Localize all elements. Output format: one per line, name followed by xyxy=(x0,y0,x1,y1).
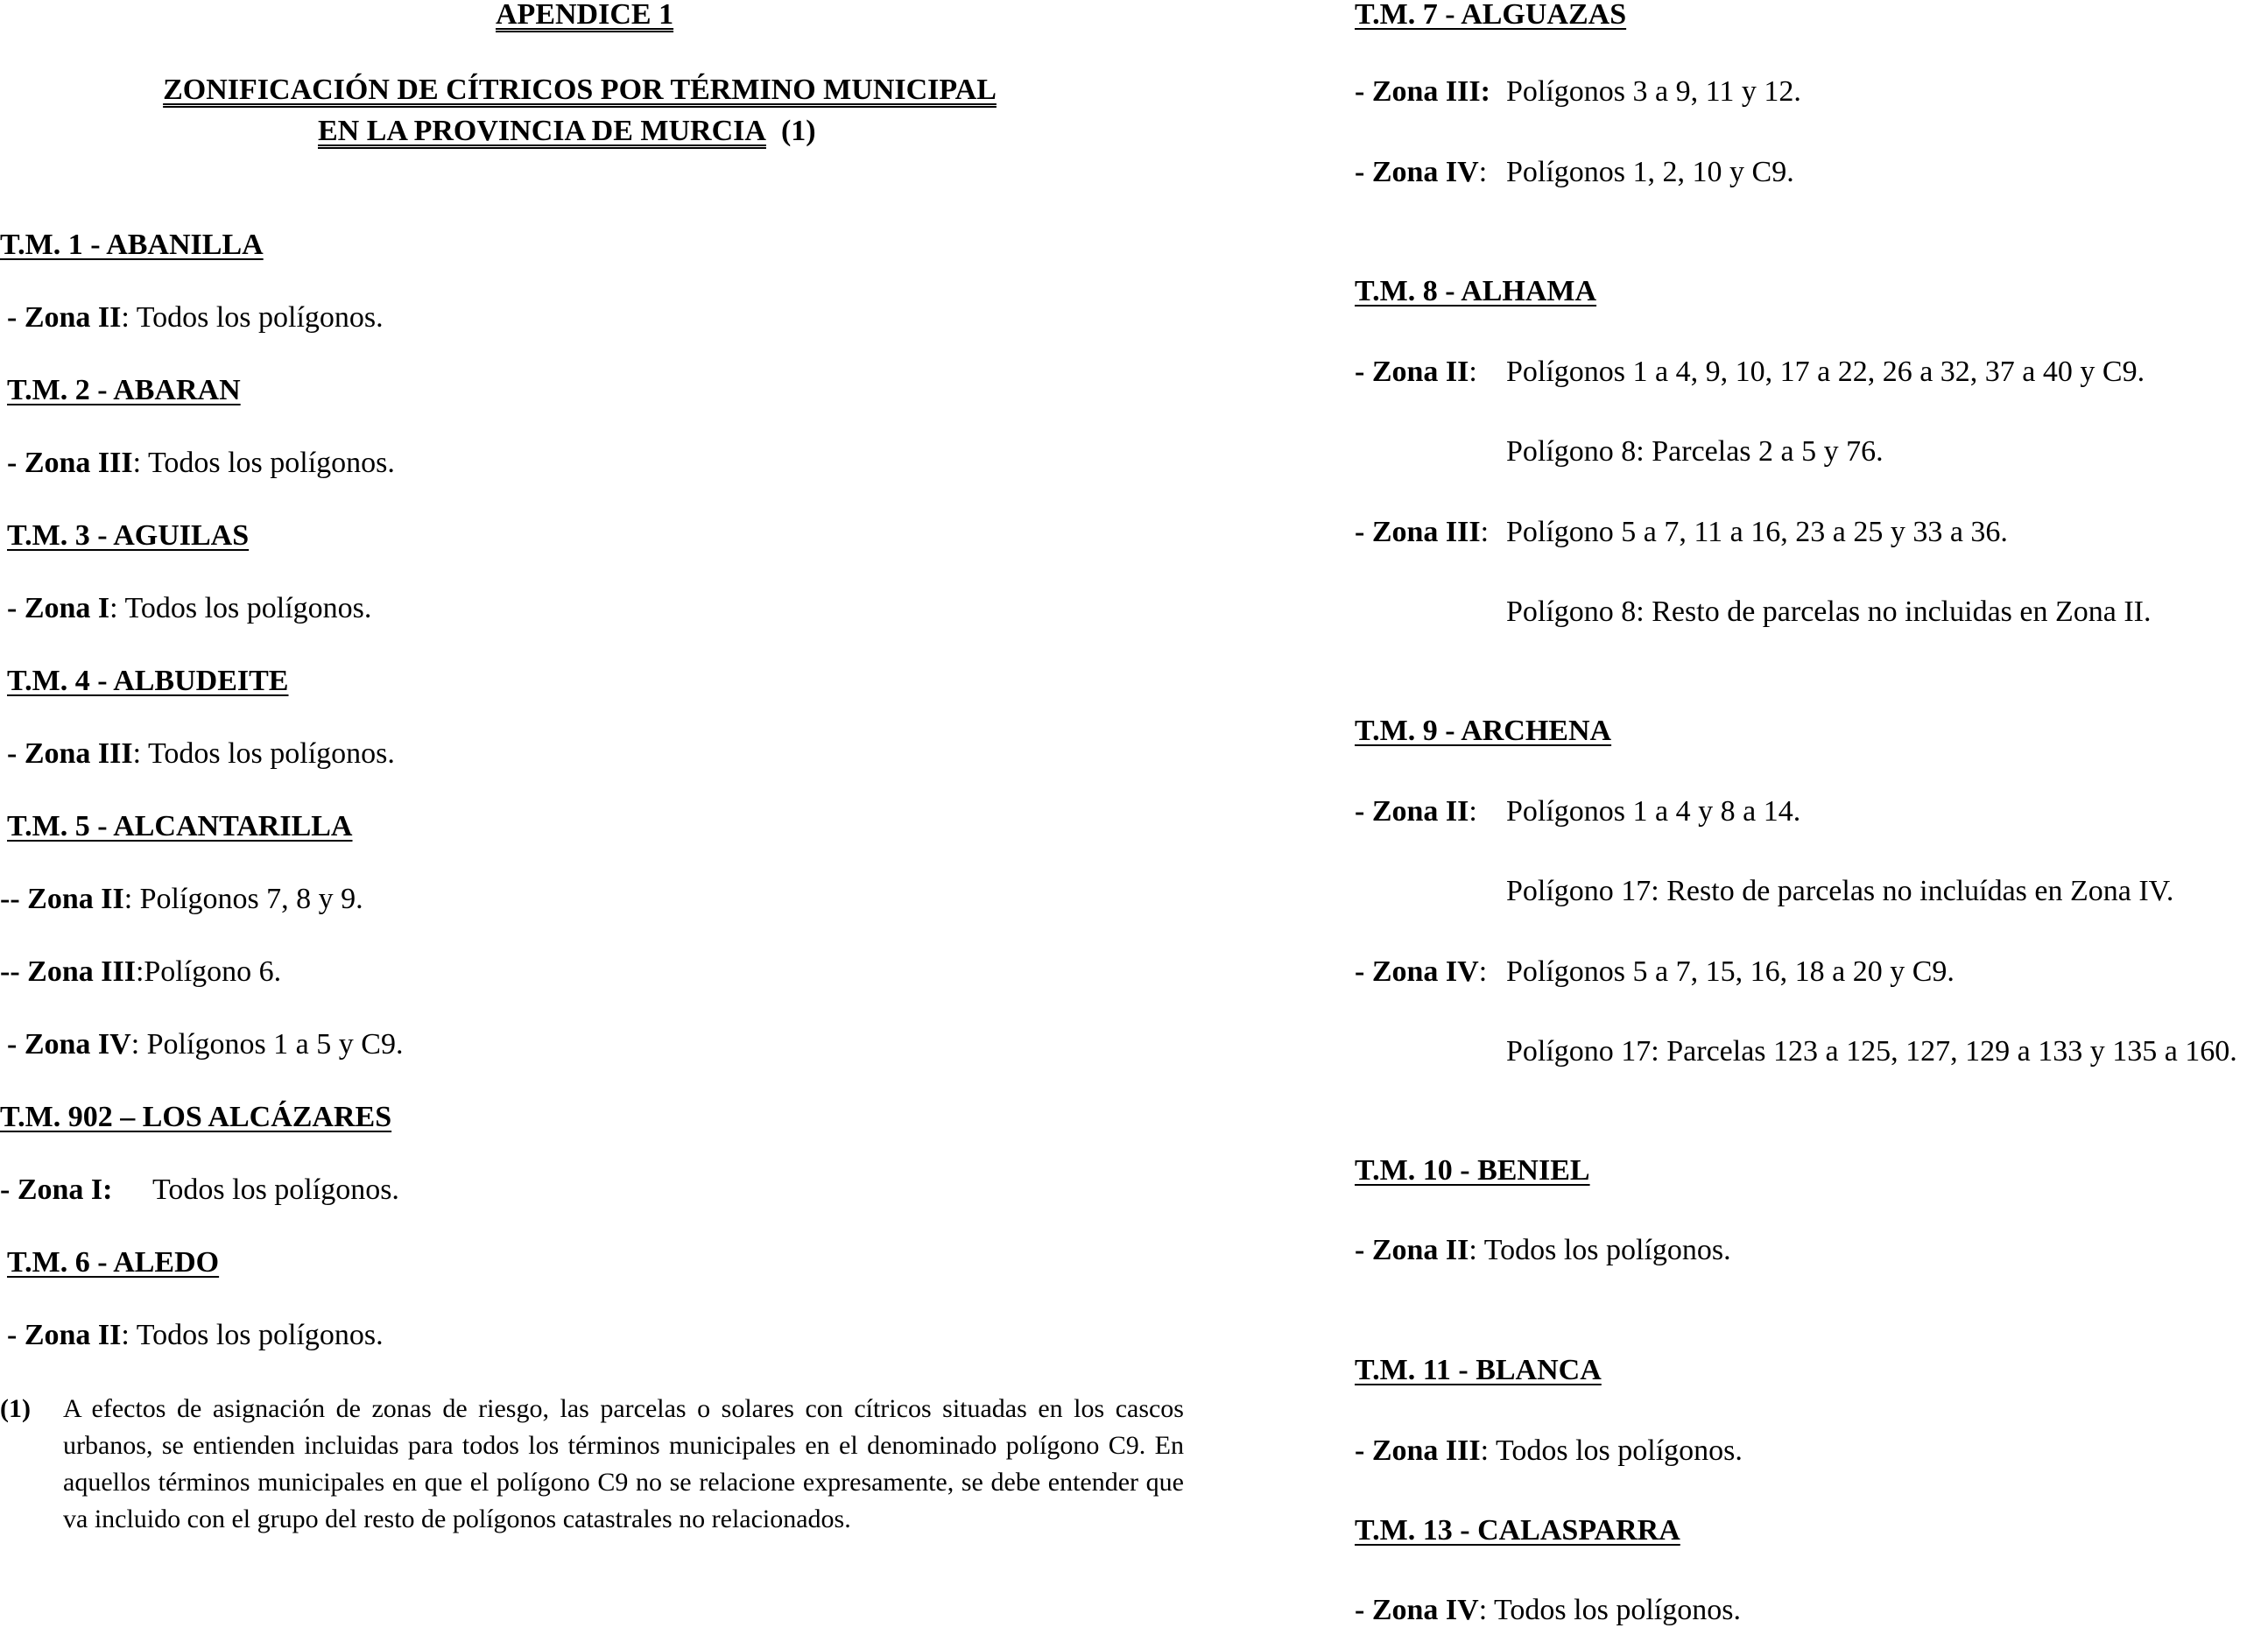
tm10-zona: - Zona II: Todos los polígonos. xyxy=(1355,1234,1731,1266)
tm1-zona: - Zona II: Todos los polígonos. xyxy=(7,301,384,334)
tm9-zona-ii: - Zona II: xyxy=(1355,795,1477,828)
tm2-zona: - Zona III: Todos los polígonos. xyxy=(7,447,395,479)
appendix-heading: APENDICE 1 xyxy=(496,0,674,31)
tm9-title: T.M. 9 - ARCHENA xyxy=(1355,715,1612,747)
tm7-zona-iii-text: Polígonos 3 a 9, 11 y 12. xyxy=(1506,75,1801,108)
tm3-title: T.M. 3 - AGUILAS xyxy=(7,519,250,552)
tm1-title: T.M. 1 - ABANILLA xyxy=(0,229,264,261)
tm2-title: T.M. 2 - ABARAN xyxy=(7,374,241,406)
tm5-zona-iv: - Zona IV: Polígonos 1 a 5 y C9. xyxy=(7,1028,404,1061)
tm13-zona: - Zona IV: Todos los polígonos. xyxy=(1355,1594,1741,1626)
tm8-zona-iii-text2: Polígono 8: Resto de parcelas no incluidas en Zona II. xyxy=(1506,596,2152,628)
tm9-zona-ii-text2: Polígono 17: Resto de parcelas no incluídas en Zona IV. xyxy=(1506,875,2174,907)
tm6-zona: - Zona II: Todos los polígonos. xyxy=(7,1319,384,1351)
tm8-zona-ii-text2: Polígono 8: Parcelas 2 a 5 y 76. xyxy=(1506,435,1884,468)
footnote-ref: (1) xyxy=(780,115,816,147)
tm5-zona-iii: -- Zona III:Polígono 6. xyxy=(0,955,282,988)
page-title-line2: EN LA PROVINCIA DE MURCIA (1) xyxy=(318,115,816,147)
tm8-zona-ii-text: Polígonos 1 a 4, 9, 10, 17 a 22, 26 a 32, 37 a 40 y C9. xyxy=(1506,356,2145,388)
footnote-text: A efectos de asignación de zonas de riesgo, las parcelas o solares con cítricos situadas en los cascos urbanos, se entienden incluidas para todos los términos municipales en el denominado polígono C9. En aquellos términos municipales en que el polígono C9 no se relacione expresamente, se debe entender que va incluido con el grupo del resto de polígonos catastrales no relacionados. xyxy=(63,1394,1184,1533)
tm7-title: T.M. 7 - ALGUAZAS xyxy=(1355,0,1627,31)
tm9-zona-iv-text2: Polígono 17: Parcelas 123 a 125, 127, 129 a 133 y 135 a 160. xyxy=(1506,1035,2237,1068)
tm8-zona-ii: - Zona II: xyxy=(1355,356,1477,388)
tm902-text: Todos los polígonos. xyxy=(152,1173,399,1206)
tm9-zona-iv-text: Polígonos 5 a 7, 15, 16, 18 a 20 y C9. xyxy=(1506,955,1955,988)
tm5-zona-ii: -- Zona II: Polígonos 7, 8 y 9. xyxy=(0,883,363,915)
tm5-title: T.M. 5 - ALCANTARILLA xyxy=(7,810,353,842)
tm11-title: T.M. 11 - BLANCA xyxy=(1355,1354,1602,1386)
tm8-title: T.M. 8 - ALHAMA xyxy=(1355,275,1597,307)
tm4-title: T.M. 4 - ALBUDEITE xyxy=(7,665,289,697)
tm7-zona-iv: - Zona IV: xyxy=(1355,156,1488,188)
tm11-zona: - Zona III: Todos los polígonos. xyxy=(1355,1434,1743,1467)
page-title-line1: ZONIFICACIÓN DE CÍTRICOS POR TÉRMINO MUNICIPAL xyxy=(163,74,997,106)
tm4-zona: - Zona III: Todos los polígonos. xyxy=(7,737,395,770)
tm3-zona: - Zona I: Todos los polígonos. xyxy=(7,592,372,624)
tm9-zona-ii-text: Polígonos 1 a 4 y 8 a 14. xyxy=(1506,795,1801,828)
tm902-title: T.M. 902 – LOS ALCÁZARES xyxy=(0,1101,392,1133)
tm8-zona-iii: - Zona III: xyxy=(1355,516,1490,548)
footnote-number: (1) xyxy=(0,1394,31,1423)
tm7-zona-iv-text: Polígonos 1, 2, 10 y C9. xyxy=(1506,156,1794,188)
tm8-zona-iii-text: Polígono 5 a 7, 11 a 16, 23 a 25 y 33 a 36. xyxy=(1506,516,2008,548)
tm902-zona: - Zona I: xyxy=(0,1173,113,1206)
tm9-zona-iv: - Zona IV: xyxy=(1355,955,1488,988)
tm6-title: T.M. 6 - ALEDO xyxy=(7,1246,220,1279)
tm13-title: T.M. 13 - CALASPARRA xyxy=(1355,1514,1680,1547)
tm7-zona-iii: - Zona III: xyxy=(1355,75,1490,108)
tm10-title: T.M. 10 - BENIEL xyxy=(1355,1154,1590,1187)
